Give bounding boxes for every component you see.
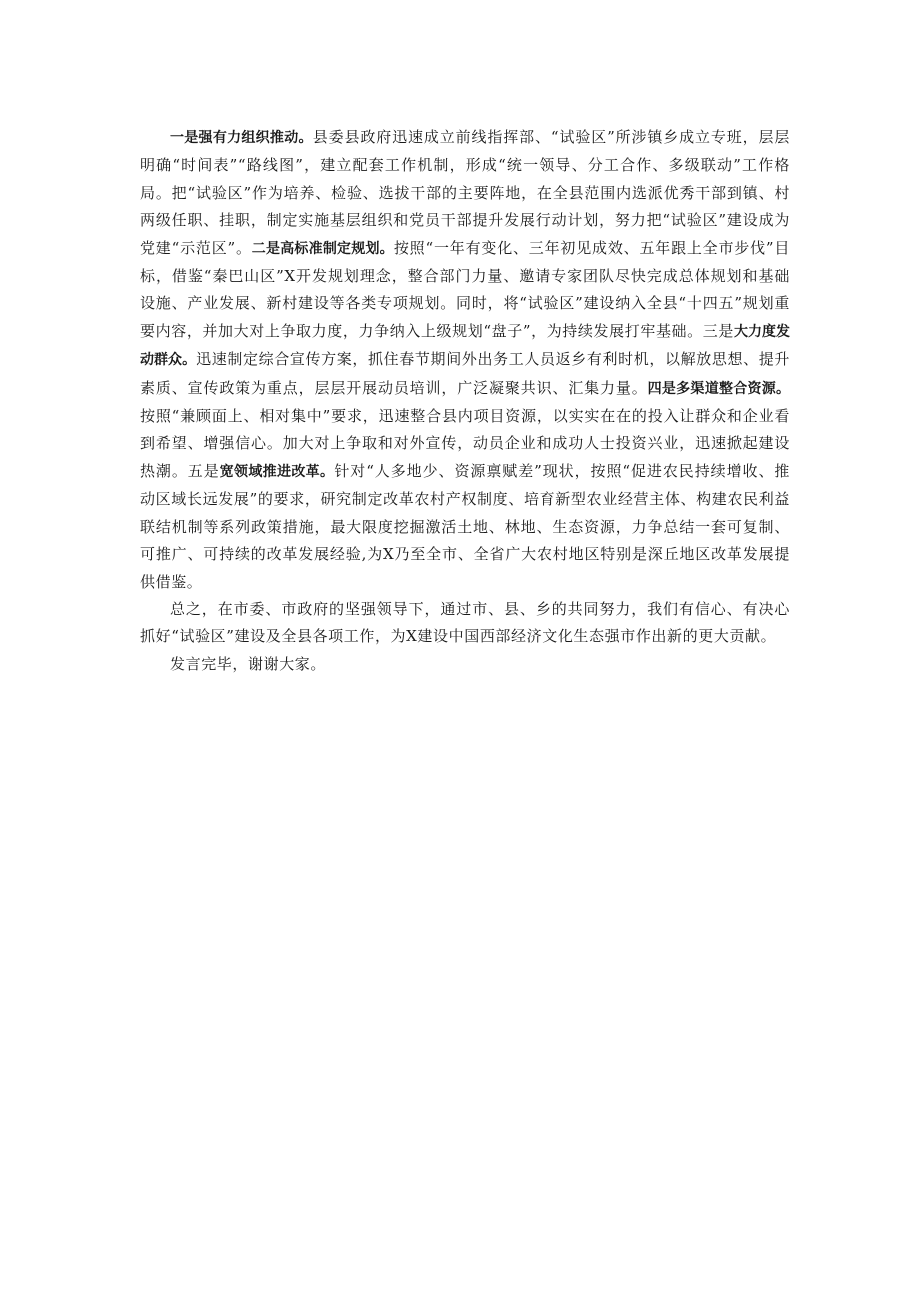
body-text: 总之，在市委、市政府的坚强领导下，通过市、县、乡的共同努力，我们有信心、有决心抓好“试验区”建设及全县各项工作，为X建设中国西部经济文化生态强市作出新的更大贡献。 [140,599,790,646]
body-text: 针对“人多地少、资源禀赋差”现状，按照“促进农民持续增收、推动区域长远发展”的要求，研究制定改革农村产权制度、培育新型农业经营主体、构建农民利益联结机制等系列政策措施，最大限度挖掘激活土地、林地、生态资源，力争总结一套可复制、可推广、可持续的改革发展经验,为X乃至全市、全省广大农村地区特别是深丘地区改革发展提供借鉴。 [140,461,790,591]
point-heading-organization: 一是强有力组织推动。 [170,130,313,146]
body-text: 按照“兼顾面上、相对集中”要求，迅速整合县内项目资源，以实实在在的投入让群众和企业看到希望、增强信心。加大对上争取和对外宣传，动员企业和成功人士投资兴业，迅速掀起建设热潮。五是 [140,407,790,480]
document-page [140,124,790,678]
body-paragraph-main [140,124,790,596]
body-paragraph-closing [140,651,790,678]
body-text: 县委县政府迅速成立前线指挥部、“试验区”所涉镇乡成立专班，层层明确“时间表”“路线图”，建立配套工作机制，形成“统一领导、分工合作、多级联动”工作格局。把“试验区”作为培养、检验、选拔干部的主要阵地，在全县范围内选派优秀干部到镇、村两级任职、挂职，制定实施基层组织和党员干部提升发展行动计划，努力把“试验区”建设成为党建“示范区”。 [140,128,790,257]
body-text: 迅速制定综合宣传方案，抓住春节期间外出务工人员返乡有利时机，以解放思想、提升素质、宣传政策为重点，层层开展动员培训，广泛凝聚共识、汇集力量。 [140,350,791,397]
point-heading-reform: 宽领域推进改革。 [219,463,335,480]
body-paragraph-summary [140,596,790,651]
closing-text: 发言完毕，谢谢大家。 [170,654,327,673]
body-text: 按照“一年有变化、三年初见成效、五年跟上全市步伐”目标，借鉴“秦巴山区”X开发规划理念，整合部门力量、邀请专家团队尽快完成总体规划和基础设施、产业发展、新村建设等各类专项规划。同时，将“试验区”建设纳入全县“十四五”规划重要内容，并加大对上争取力度，力争纳入上级规划“盘子”，为持续发展打牢基础。三是 [140,238,790,340]
point-heading-mobilization: 大力度发动群众。 [140,323,791,369]
point-heading-planning: 二是高标准制定规划。 [251,240,394,257]
point-heading-resources: 四是多渠道整合资源。 [647,380,791,397]
